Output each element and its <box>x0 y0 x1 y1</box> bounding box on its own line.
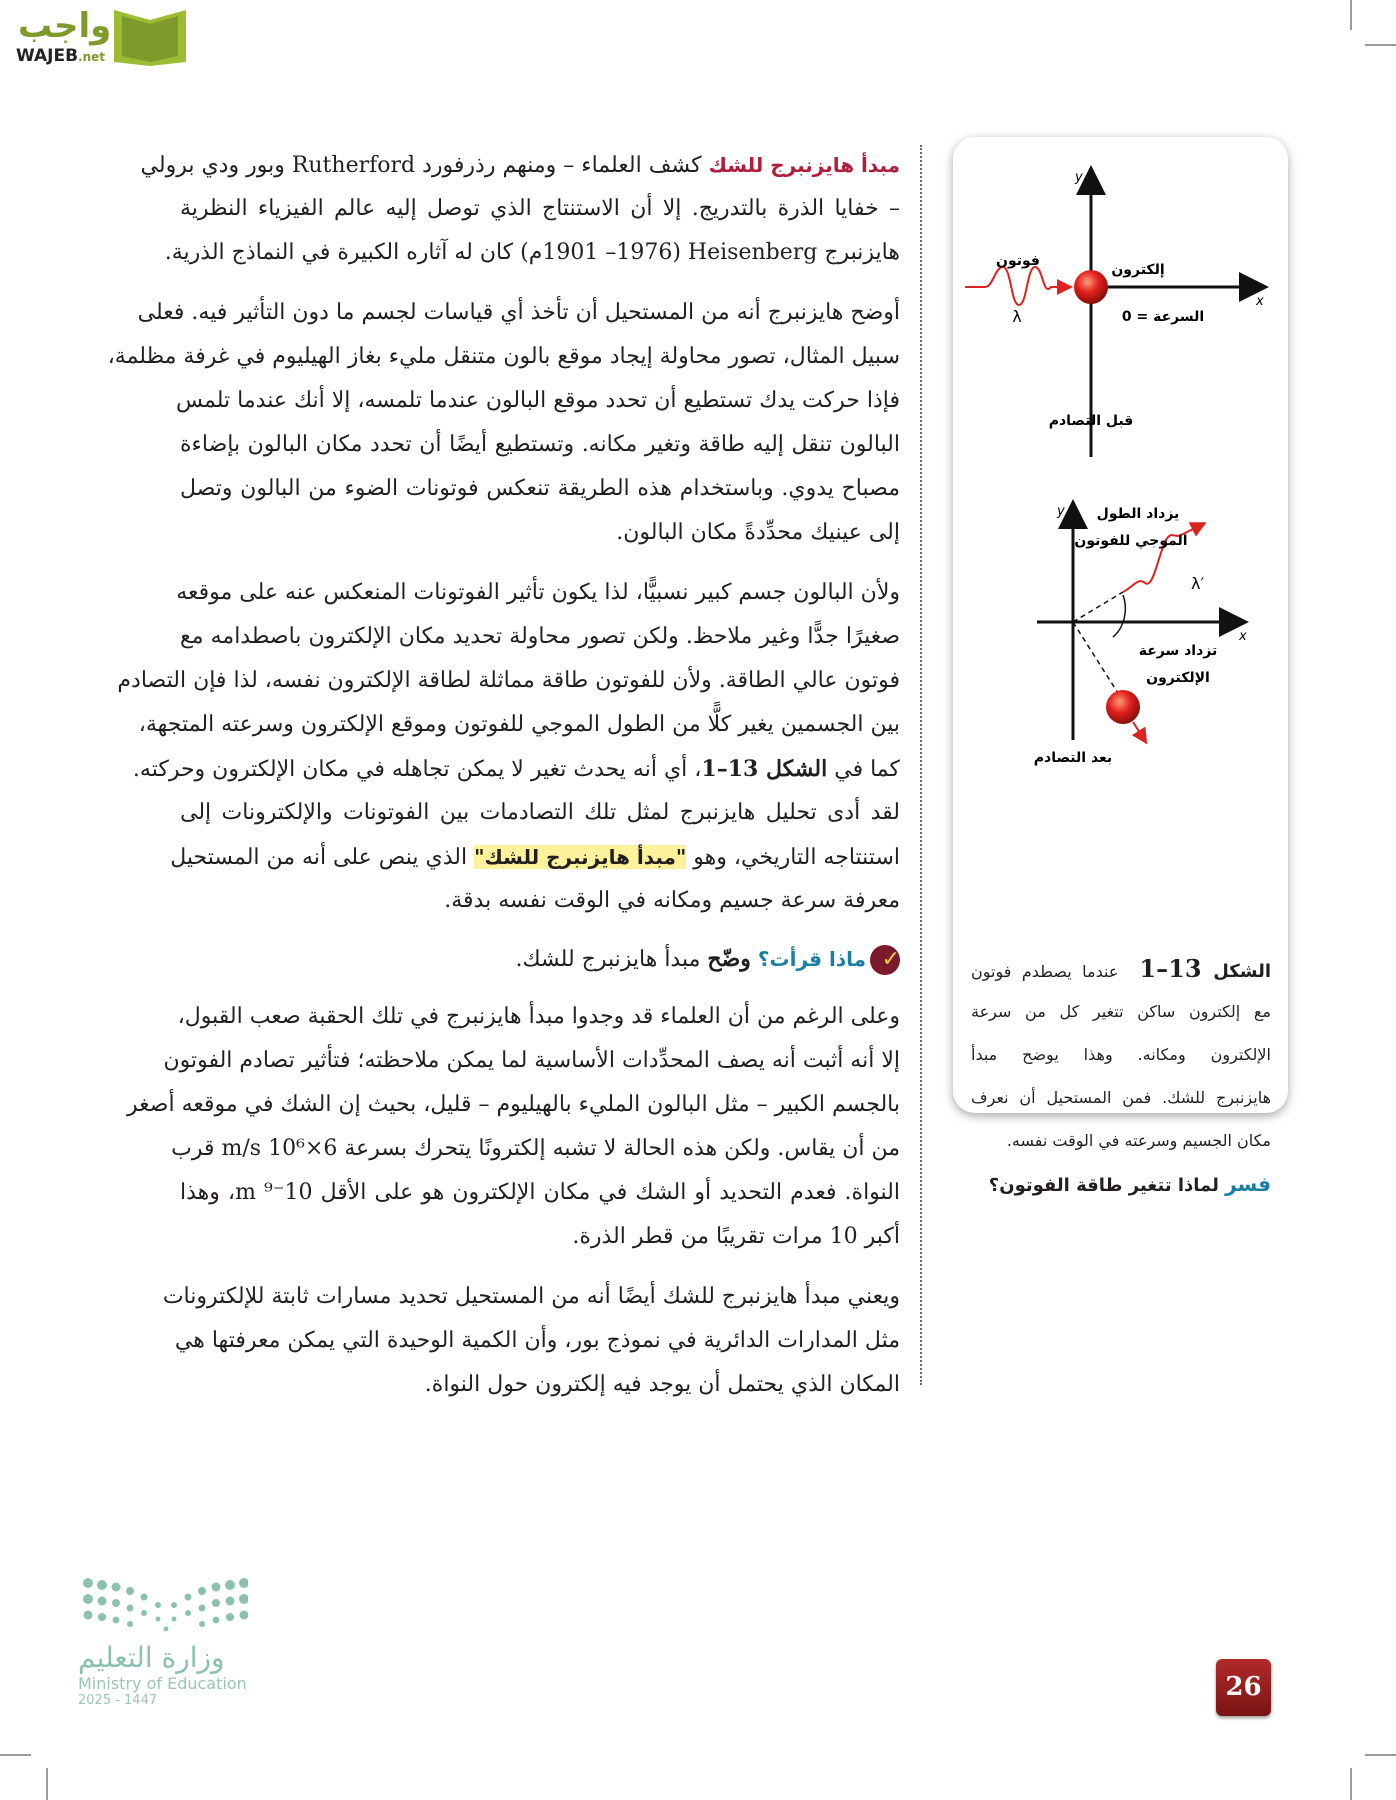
caption-line: مع إلكترون ساكن تتغير كل من سرعة <box>971 1002 1271 1021</box>
reading-check-prompt: وضّح <box>707 946 751 972</box>
after-collision-label: بعد التصادم <box>1033 750 1113 766</box>
text-line <box>132 747 900 791</box>
crop-mark <box>1365 1754 1396 1756</box>
text-line: مصباح يدوي. وباستخدام هذه الطريقة تنعكس فوتونات الضوء من البالون وتصل <box>180 476 900 501</box>
main-text <box>107 143 900 1407</box>
caption-line: مكان الجسيم وسرعته في الوقت نفسه. <box>1006 1131 1271 1150</box>
wavelength-label: الموجي للفوتون <box>1074 533 1188 549</box>
figure-question <box>971 1172 1271 1196</box>
photon-label: فوتون <box>996 253 1040 269</box>
electron-speed-label: تزداد سرعة <box>1138 643 1218 659</box>
reading-check <box>180 937 900 981</box>
angle-arc <box>1113 595 1125 637</box>
lambda-prime-label: λ′ <box>1191 574 1205 593</box>
logo-arabic: واجب <box>18 6 112 46</box>
speed-label: السرعة = 0 <box>1121 309 1205 325</box>
dashed-photon-path <box>1073 592 1123 622</box>
reading-check-text: مبدأ هايزنبرج للشك. <box>515 947 708 972</box>
after-collision-diagram <box>1034 504 1247 766</box>
crop-mark <box>0 1754 31 1756</box>
text-line: – خفايا الذرة بالتدريج. إلا أن الاستنتاج الذي توصل إليه عالم الفيزياء النظرية <box>180 196 900 221</box>
text-line: النواة. فعدم التحديد أو الشك في مكان الإلكترون هو على الأقل 10⁻⁹ m، وهذا <box>180 1180 900 1205</box>
logo-suffix: .net <box>78 50 106 64</box>
crop-mark <box>46 1768 48 1800</box>
ministry-logo <box>78 1575 278 1708</box>
text-line: من أن يقاس. ولكن هذه الحالة لا تشبه إلكترونًا يتحرك بسرعة 6×10⁶ m/s قرب <box>171 1136 900 1161</box>
text: ، أي أنه يحدث تغير لا يمكن تجاهله في مكان الإلكترون وحركته. <box>132 757 702 782</box>
text-line: معرفة سرعة جسيم ومكانه في الوقت نفسه بدقة. <box>444 888 900 913</box>
text-line <box>170 835 900 879</box>
column-divider <box>920 145 922 1385</box>
photon-wave <box>965 267 1069 305</box>
crop-mark <box>1350 1768 1352 1800</box>
text-line: المكان الذي يحتمل أن يوجد فيه إلكترون حول النواة. <box>424 1372 900 1397</box>
electron-ball <box>1074 270 1108 304</box>
ministry-english: Ministry of Education <box>78 1674 247 1693</box>
section-heading: مبدأ هايزنبرج للشك <box>708 153 900 177</box>
text: استنتاجه التاريخي، وهو <box>686 845 900 870</box>
text-line: سبيل المثال، تصور محاولة إيجاد موقع بالون متنقل مليء بغاز الهيليوم في غرفة مظلمة، <box>107 344 900 369</box>
y-axis-label: y <box>1057 504 1065 519</box>
text-line: وعلى الرغم من أن العلماء قد وجدوا مبدأ هايزنبرج في تلك الحقبة صعب القبول، <box>177 1004 900 1029</box>
logo-latin-text: WAJEB <box>16 46 79 66</box>
page-number: 26 <box>1216 1659 1271 1716</box>
caption-line <box>971 947 1271 990</box>
question-verb: فسر <box>1225 1172 1271 1196</box>
text-line: صغيرًا جدًّا وغير ملاحظ. ولكن تصور محاولة تحديد مكان الإلكترون باصطدامه مع <box>180 624 900 649</box>
text-line: بالجسم الكبير – مثل البالون المليء بالهيليوم – قليل، بحيث إن الشك في موقعه أصغر <box>127 1092 900 1117</box>
figure-number: 13–1 <box>1139 954 1202 983</box>
before-collision-label: قبل التصادم <box>1048 413 1134 429</box>
question-text: لماذا تتغير طاقة الفوتون؟ <box>988 1175 1226 1196</box>
text-line: فوتون عالي الطاقة. ولأن للفوتون طاقة مماثلة لطاقة الإلكترون نفسه، لذا فإن التصادم <box>117 668 900 693</box>
text-line: مثل المدارات الدائرية في نموذج بور، وأن الكمية الوحيدة التي يمكن معرفتها هي <box>174 1328 900 1353</box>
caption-line: هايزنبرج للشك. فمن المستحيل أن نعرف <box>971 1088 1271 1107</box>
text-line <box>140 143 900 187</box>
text-line: هايزنبرج Heisenberg (1901 –1976م) كان له آثاره الكبيرة في النماذج الذرية. <box>164 240 900 265</box>
figure-caption <box>971 947 1271 1196</box>
electron-label: إلكترون <box>1111 262 1165 278</box>
text-line: أوضح هايزنبرج أنه من المستحيل أن تأخذ أي قياسات لجسم ما دون التأثير فيه. فعلى <box>137 300 900 325</box>
lambda-label: λ <box>1012 307 1022 326</box>
caption-line: الإلكترون ومكانه. وهذا يوضح مبدأ <box>971 1045 1271 1064</box>
logo-latin <box>16 46 105 66</box>
book-icon <box>108 6 192 66</box>
x-axis-label: x <box>1239 629 1247 644</box>
text-line: بين الجسمين يغير كلًّا من الطول الموجي للفوتون وموقع الإلكترون وسرعته المتجهة، <box>138 712 900 737</box>
ministry-arabic: وزارة التعليم <box>78 1641 225 1674</box>
text: الذي ينص على أنه من المستحيل <box>170 845 475 870</box>
wajeb-logo <box>8 6 193 68</box>
reading-check-label: ماذا قرأت؟ <box>757 947 866 971</box>
text-line: إلا أنه أثبت أنه يصف المحدِّدات الأساسية لما يمكن ملاحظته؛ فتأثير تصادم الفوتون <box>163 1048 900 1073</box>
figure-panel <box>953 137 1288 1196</box>
text-line: إلى عينيك محدِّدةً مكان البالون. <box>616 520 900 545</box>
figure-label-text: الشكل <box>1213 961 1272 982</box>
text-line: ولأن البالون جسم كبير نسبيًّا، لذا يكون تأثير الفوتونات المنعكس عنه على موقعه <box>176 580 900 605</box>
academic-year: 2025 - 1447 <box>78 1693 158 1708</box>
figure-label <box>1139 954 1272 983</box>
ministry-dots-icon <box>78 1575 248 1631</box>
before-collision-diagram <box>965 170 1264 457</box>
text: كما في <box>827 757 900 782</box>
figure-reference: الشكل 13–1 <box>701 756 828 782</box>
text-line: فإذا حركت يدك تستطيع أن تحدد موقع البالون عندما تلمسه، إلا أنك عندما تلمس <box>176 388 900 413</box>
highlighted-term: "مبدأ هايزنبرج للشك" <box>474 845 687 869</box>
wavelength-label: يزداد الطول <box>1096 506 1180 522</box>
text-line: أكبر 10 مرات تقريبًا من قطر الذرة. <box>572 1224 900 1249</box>
text-line: لقد أدى تحليل هايزنبرج لمثل تلك التصادمات بين الفوتونات والإلكترونات إلى <box>180 800 900 825</box>
caption-text: عندما يصطدم فوتون <box>971 962 1119 981</box>
text-line: ويعني مبدأ هايزنبرج للشك أيضًا أنه من المستحيل تحديد مسارات ثابتة للإلكترونات <box>162 1284 900 1309</box>
text: كشف العلماء – ومنهم رذرفورد Rutherford وبور ودي برولي <box>140 153 709 178</box>
electron-velocity-arrow <box>1133 722 1145 741</box>
x-axis-label: x <box>1256 294 1264 309</box>
collision-diagram <box>953 137 1288 937</box>
electron-speed-label: الإلكترون <box>1146 670 1210 686</box>
y-axis-label: y <box>1075 170 1083 185</box>
electron-ball <box>1106 690 1140 724</box>
crop-mark <box>1365 44 1396 46</box>
checkmark-icon: ✓ <box>870 945 900 975</box>
text-line: البالون تنقل إليه طاقة وتغير مكانه. وتستطيع أيضًا أن تحدد مكان البالون بإضاءة <box>180 432 900 457</box>
crop-mark <box>1350 0 1352 30</box>
